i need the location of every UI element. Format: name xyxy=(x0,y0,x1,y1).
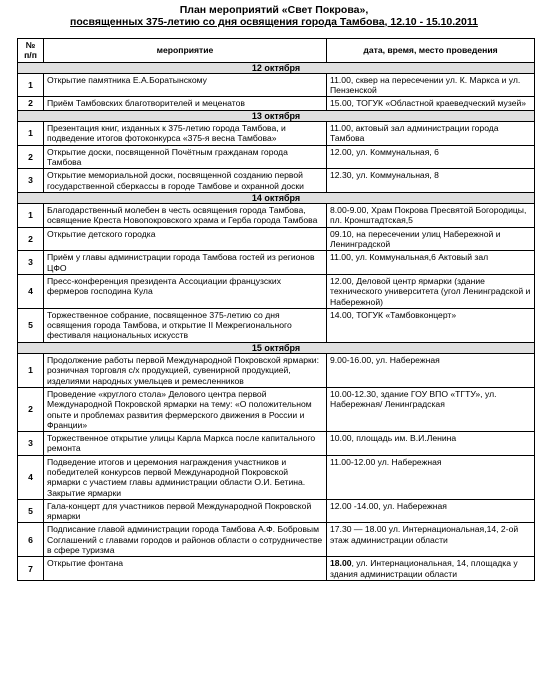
table-row xyxy=(18,169,535,193)
event-cell: Презентация книг, изданных к 375-летию города Тамбова, и подведение итогов фотоконкурса «375-я весна Тамбова» xyxy=(44,122,327,146)
day-header-row xyxy=(18,62,535,73)
day-header-row xyxy=(18,110,535,121)
details-cell: 12.00, ул. Коммунальная, 6 xyxy=(327,145,535,169)
table-row xyxy=(18,145,535,169)
row-number: 1 xyxy=(18,204,44,228)
row-number: 6 xyxy=(18,523,44,557)
row-number: 5 xyxy=(18,499,44,523)
details-cell: 9.00-16.00, ул. Набережная xyxy=(327,354,535,388)
details-cell: 10.00, площадь им. В.И.Ленина xyxy=(327,432,535,456)
table-row xyxy=(18,227,535,251)
event-cell: Благодарственный молебен в честь освящения города Тамбова, освящение Креста Новопокровского храма и Герба города Тамбова xyxy=(44,204,327,228)
details-cell: 14.00, ТОГУК «Тамбовконцерт» xyxy=(327,308,535,342)
row-number: 4 xyxy=(18,274,44,308)
table-header-row xyxy=(18,39,535,63)
event-cell: Торжественное открытие улицы Карла Маркса после капитального ремонта xyxy=(44,432,327,456)
day-date: 15 октября xyxy=(18,342,535,353)
details-cell: 11.00, сквер на пересечении ул. К. Маркса и ул. Пензенской xyxy=(327,73,535,97)
day-date: 12 октября xyxy=(18,62,535,73)
table-row xyxy=(18,97,535,110)
table-row xyxy=(18,455,535,499)
details-cell: 12.00 -14.00, ул. Набережная xyxy=(327,499,535,523)
event-cell: Торжественное собрание, посвященное 375-летию со дня освящения города Тамбова, и открытие II Межрегионального фестиваля национальных искусств xyxy=(44,308,327,342)
row-number: 3 xyxy=(18,251,44,275)
table-row xyxy=(18,523,535,557)
day-date: 13 октября xyxy=(18,110,535,121)
details-text: , ул. Интернациональная, 14, площадка у здания администрации области xyxy=(330,558,518,579)
details-cell: 09.10, на пересечении улиц Набережной и Ленинградской xyxy=(327,227,535,251)
day-date: 14 октября xyxy=(18,192,535,203)
event-cell: Открытие памятника Е.А.Боратынскому xyxy=(44,73,327,97)
row-number: 2 xyxy=(18,387,44,431)
event-cell: Проведение «круглого стола» Делового центра первой Международной Покровской ярмарки на тему: «О положительном опыте и проблемах развития фермерского движения в России и Франции» xyxy=(44,387,327,431)
details-cell: 12.30, ул. Коммунальная, 8 xyxy=(327,169,535,193)
table-row xyxy=(18,557,535,581)
row-number: 4 xyxy=(18,455,44,499)
row-number: 1 xyxy=(18,73,44,97)
details-cell: 8.00-9.00, Храм Покрова Пресвятой Богородицы, пл. Кронштадтская,5 xyxy=(327,204,535,228)
row-number: 1 xyxy=(18,122,44,146)
event-cell: Открытие мемориальной доски, посвященной созданию первой государственной сберкассы в городе Тамбове и охранной доски xyxy=(44,169,327,193)
event-cell: Приём у главы администрации города Тамбова гостей из регионов ЦФО xyxy=(44,251,327,275)
row-number: 2 xyxy=(18,97,44,110)
header-num: № п/п xyxy=(18,39,44,63)
details-cell: 11.00-12.00 ул. Набережная xyxy=(327,455,535,499)
row-number: 3 xyxy=(18,432,44,456)
day-header-row xyxy=(18,342,535,353)
details-cell: 17.30 — 18.00 ул. Интернациональная,14, 2-ой этаж администрации области xyxy=(327,523,535,557)
event-cell: Открытие фонтана xyxy=(44,557,327,581)
event-cell: Подписание главой администрации города Тамбова А.Ф. Бобровым Соглашений с главами городов и районов области о сотрудничестве в сфере туризма xyxy=(44,523,327,557)
row-number: 2 xyxy=(18,227,44,251)
event-cell: Открытие детского городка xyxy=(44,227,327,251)
table-row xyxy=(18,122,535,146)
table-row xyxy=(18,274,535,308)
row-number: 3 xyxy=(18,169,44,193)
details-cell: 11.00, ул. Коммунальная,6 Актовый зал xyxy=(327,251,535,275)
table-row xyxy=(18,499,535,523)
event-cell: Открытие доски, посвященной Почётным гражданам города Тамбова xyxy=(44,145,327,169)
details-cell: 15.00, ТОГУК «Областной краеведческий музей» xyxy=(327,97,535,110)
event-cell: Пресс-конференция президента Ассоциации французских фермеров господина Кула xyxy=(44,274,327,308)
table-row xyxy=(18,251,535,275)
details-cell: 12.00, Деловой центр ярмарки (здание технического университета (угол Ленинградской и Набережной) xyxy=(327,274,535,308)
table-row xyxy=(18,73,535,97)
table-row xyxy=(18,354,535,388)
title-line-1: План мероприятий «Свет Покрова», xyxy=(179,4,369,16)
details-cell: 11.00, актовый зал администрации города Тамбова xyxy=(327,122,535,146)
event-cell: Приём Тамбовских благотворителей и меценатов xyxy=(44,97,327,110)
event-cell: Продолжение работы первой Международной Покровской ярмарки: розничная торговля с/х продукцией, сувенирной продукцией, изделиями народных умельцев и ремесленников xyxy=(44,354,327,388)
row-number: 5 xyxy=(18,308,44,342)
table-row xyxy=(18,432,535,456)
row-number: 1 xyxy=(18,354,44,388)
row-number: 7 xyxy=(18,557,44,581)
details-time-bold: 18.00 xyxy=(330,558,352,569)
table-row xyxy=(18,387,535,431)
header-event: мероприятие xyxy=(44,39,327,63)
event-cell: Гала-концерт для участников первой Международной Покровской ярмарки xyxy=(44,499,327,523)
header-details: дата, время, место проведения xyxy=(327,39,535,63)
details-cell xyxy=(327,557,535,581)
table-row xyxy=(18,204,535,228)
document-title xyxy=(0,0,548,28)
table-row xyxy=(18,308,535,342)
title-line-2: посвященных 375-летию со дня освящения города Тамбова, 12.10 - 15.10.2011 xyxy=(70,16,478,28)
events-table xyxy=(17,38,535,581)
day-header-row xyxy=(18,192,535,203)
details-cell: 10.00-12.30, здание ГОУ ВПО «ТГТУ», ул. Набережная/ Ленинградская xyxy=(327,387,535,431)
table-body xyxy=(18,62,535,580)
row-number: 2 xyxy=(18,145,44,169)
event-cell: Подведение итогов и церемония награждения участников и победителей конкурсов первой Международной Покровской ярмарки с участием главы администрации области О.И. Бетина. Закрытие ярмарки xyxy=(44,455,327,499)
